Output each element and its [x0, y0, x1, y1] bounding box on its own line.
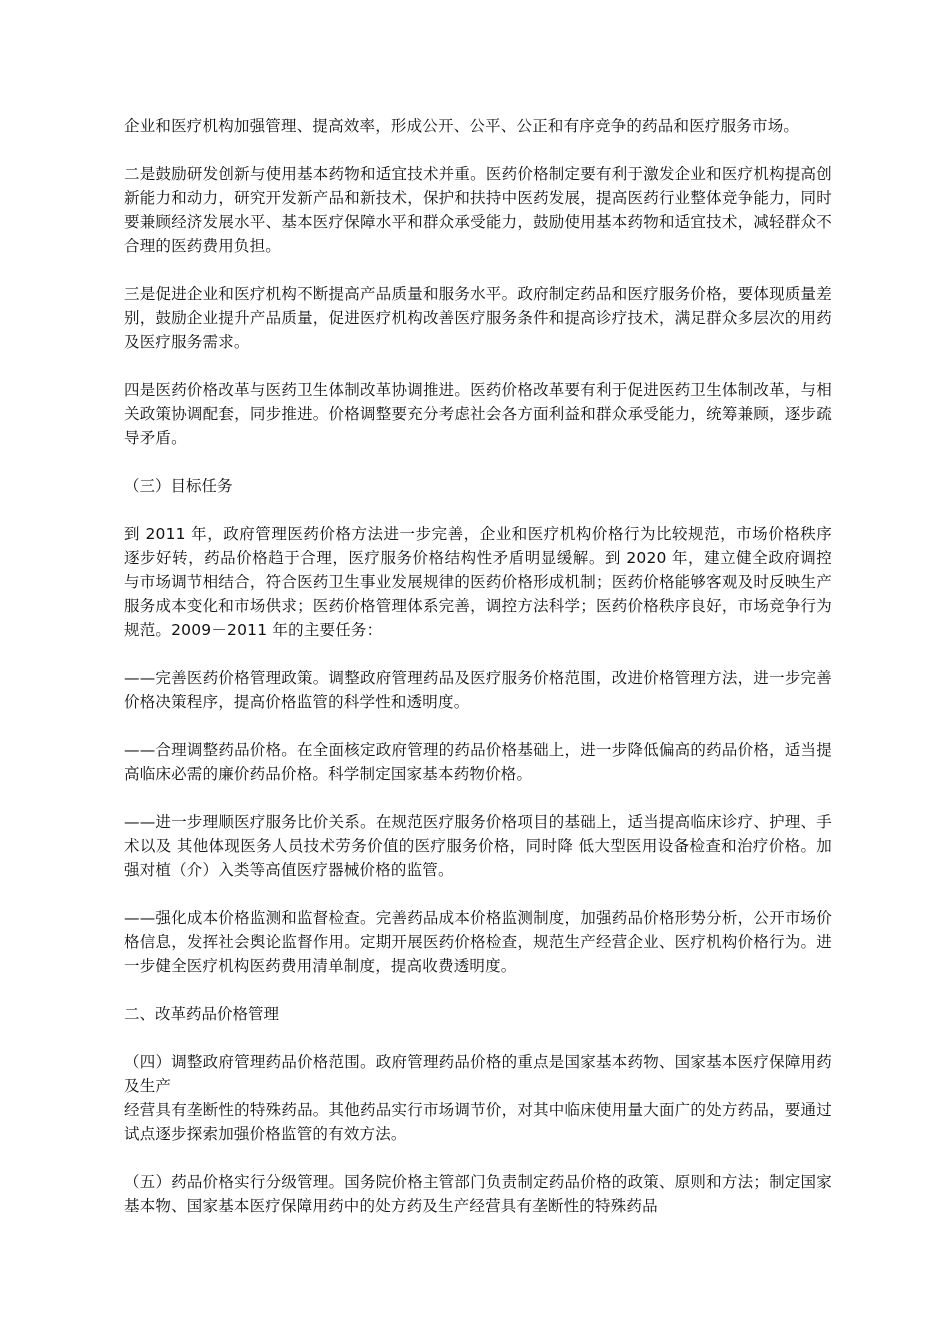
body-paragraph	[124, 378, 832, 450]
body-paragraph	[124, 1170, 832, 1218]
paragraph-text: 到 2011 年，政府管理医药价格方法进一步完善，企业和医疗机构价格行为比较规范，市场价格秩序逐步好转，药品价格趋于合理，医疗服务价格结构性矛盾明显缓解。到 2020 年，建立健全政府调控与市场调节相结合，符合医药卫生事业发展规律的医药价格形成机制；医药价格能够客观及时反映生产服务成本变化和市场供求；医药价格管理体系完善，调控方法科学；医药价格秩序良好，市场竞争行为规范。2009－2011 年的主要任务：	[124, 525, 832, 639]
paragraph-text: ——合理调整药品价格。在全面核定政府管理的药品价格基础上，进一步降低偏高的药品价格，适当提高临床必需的廉价药品价格。科学制定国家基本药物价格。	[124, 741, 832, 783]
body-paragraph	[124, 666, 832, 714]
paragraph-text: 二是鼓励研发创新与使用基本药物和适宜技术并重。医药价格制定要有利于激发企业和医疗机构提高创新能力和动力，研究开发新产品和新技术，保护和扶持中医药发展，提高医药行业整体竞争能力，同时要兼顾经济发展水平、基本医疗保障水平和群众承受能力，鼓励使用基本药物和适宜技术，减轻群众不合理的医药费用负担。	[124, 165, 832, 255]
body-paragraph	[124, 810, 832, 882]
paragraph-text: （五）药品价格实行分级管理。国务院价格主管部门负责制定药品价格的政策、原则和方法；制定国家基本物、国家基本医疗保障用药中的处方药及生产经营具有垄断性的特殊药品	[124, 1173, 832, 1215]
paragraph-text: 企业和医疗机构加强管理、提高效率，形成公开、公平、公正和有序竞争的药品和医疗服务市场。	[124, 117, 800, 135]
body-paragraph	[124, 162, 832, 258]
paragraph-text: ——强化成本价格监测和监督检查。完善药品成本价格监测制度，加强药品价格形势分析，公开市场价格信息，发挥社会舆论监督作用。定期开展医药价格检查，规范生产经营企业、医疗机构价格行为。进一步健全医疗机构医药费用清单制度，提高收费透明度。	[124, 909, 832, 975]
paragraph-text: ——完善医药价格管理政策。调整政府管理药品及医疗服务价格范围，改进价格管理方法，进一步完善价格决策程序，提高价格监管的科学性和透明度。	[124, 669, 832, 711]
body-paragraph	[124, 522, 832, 642]
document-body	[124, 114, 832, 1242]
paragraph-text: 四是医药价格改革与医药卫生体制改革协调推进。医药价格改革要有利于促进医药卫生体制改革，与相关政策协调配套，同步推进。价格调整要充分考虑社会各方面利益和群众承受能力，统筹兼顾，逐步疏导矛盾。	[124, 381, 832, 447]
paragraph-text: （三）目标任务	[124, 477, 233, 495]
paragraph-text: 三是促进企业和医疗机构不断提高产品质量和服务水平。政府制定药品和医疗服务价格，要体现质量差别，鼓励企业提升产品质量，促进医疗机构改善医疗服务条件和提高诊疗技术，满足群众多层次的用药及医疗服务需求。	[124, 285, 832, 351]
section-heading	[124, 1002, 832, 1026]
paragraph-text: （四）调整政府管理药品价格范围。政府管理药品价格的重点是国家基本药物、国家基本医疗保障用药及生产	[124, 1053, 832, 1095]
body-paragraph	[124, 114, 832, 138]
paragraph-text: 二、改革药品价格管理	[124, 1005, 280, 1023]
body-paragraph	[124, 282, 832, 354]
body-paragraph	[124, 738, 832, 786]
paragraph-text: 经营具有垄断性的特殊药品。其他药品实行市场调节价，对其中临床使用量大面广的处方药品，要通过试点逐步探索加强价格监管的有效方法。	[124, 1101, 832, 1143]
body-paragraph	[124, 906, 832, 978]
paragraph-text: ——进一步理顺医疗服务比价关系。在规范医疗服务价格项目的基础上，适当提高临床诊疗、护理、手术以及 其他体现医务人员技术劳务价值的医疗服务价格，同时降 低大型医用设备检查和治疗价格。加强对植（介）入类等高值医疗器械价格的监管。	[124, 813, 832, 879]
section-heading	[124, 474, 832, 498]
body-paragraph	[124, 1050, 832, 1146]
